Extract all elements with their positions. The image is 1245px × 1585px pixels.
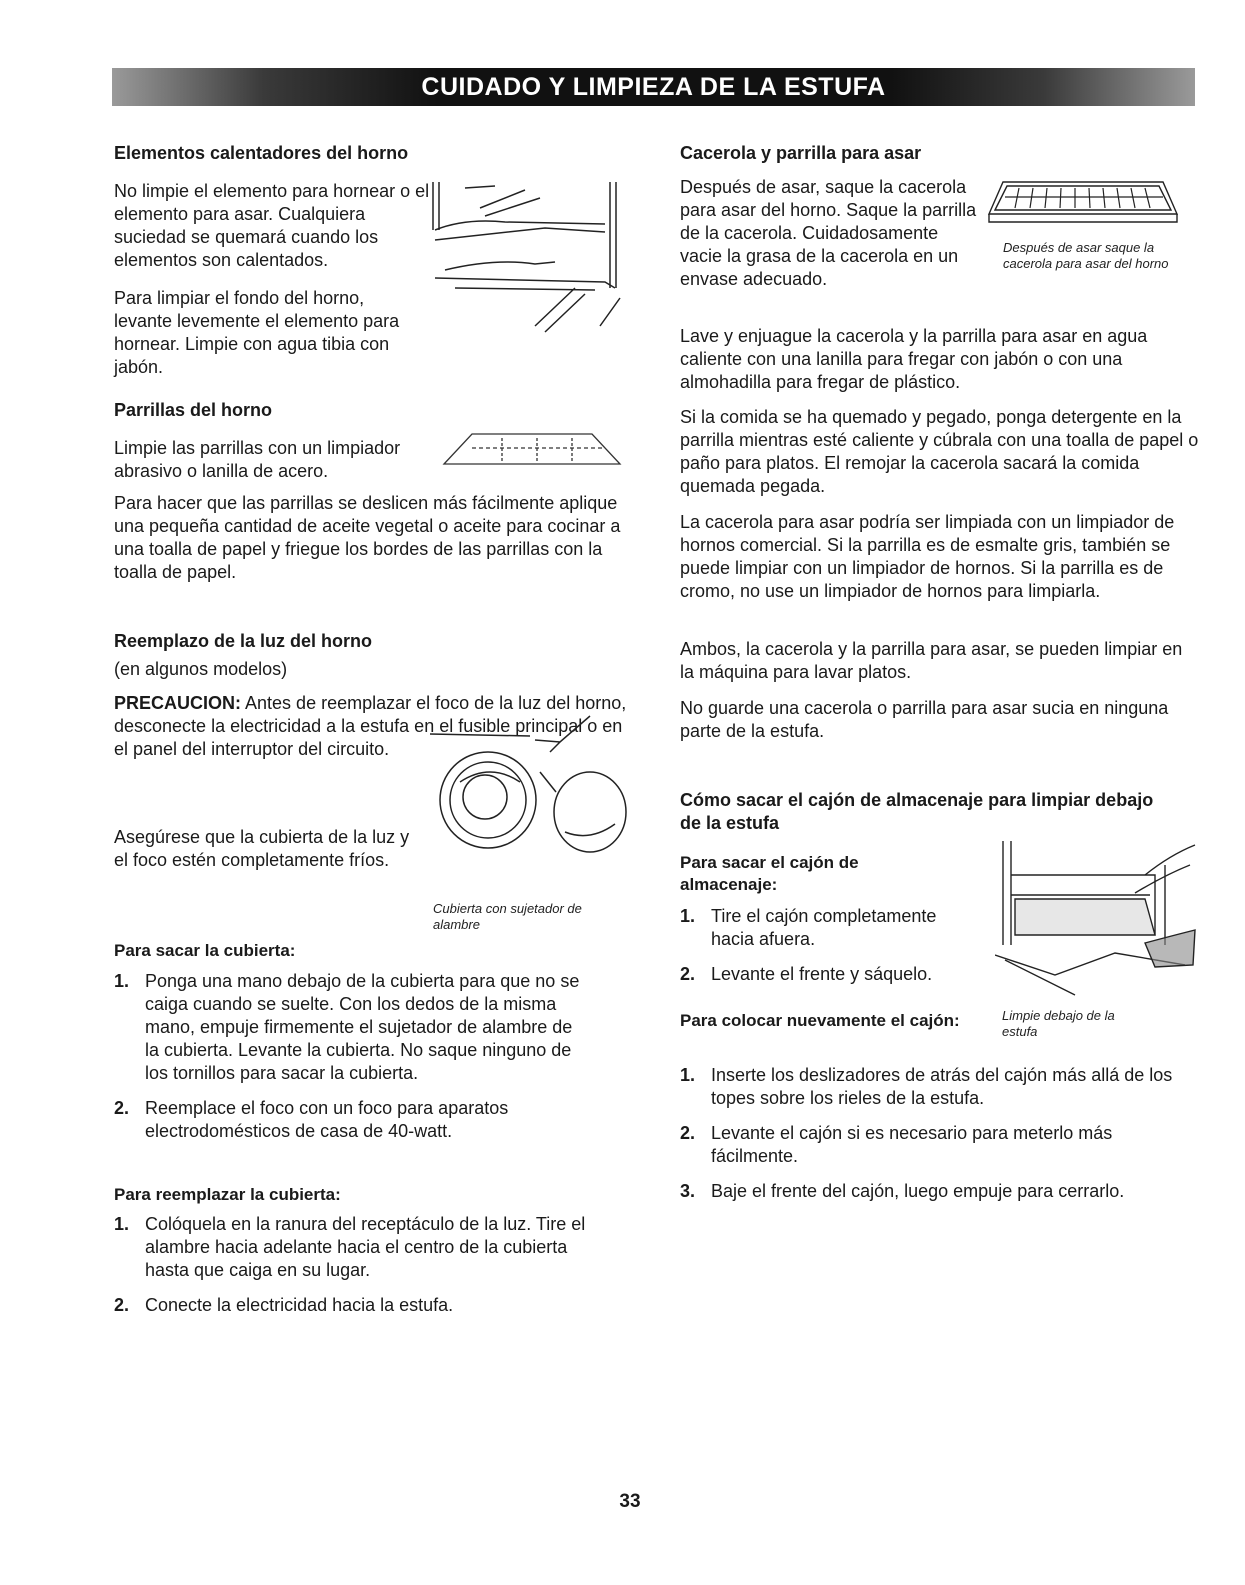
oven-racks-paragraph-2: Para hacer que las parrillas se deslicen más fácilmente aplique una pequeña cantidad de aceite vegetal o aceite para cocinar a una toalla de papel y friegue los bordes de las parrillas con la toalla de papel. [114,493,621,582]
step-text: Reemplace el foco con un foco para aparatos electrodomésticos de casa de 40-watt. [145,1098,509,1141]
step-text: Colóquela en la ranura del receptáculo de la luz. Tire el alambre hacia adelante hacia el centro de la cubierta hasta que caiga en su lugar. [145,1214,586,1280]
list-item [114,1294,594,1317]
broiler-pan-paragraph-4: La cacerola para asar podría ser limpiada con un limpiador de hornos comercial. Si la parrilla es de esmalte gris, también se puede limpiar con un limpiador de hornos. Si la parrilla es de cromo, no use un limpiador de hornos para limpiarla. [680,512,1175,601]
oven-racks-paragraph-1: Limpie las parrillas con un limpiador abrasivo o lanilla de acero. [114,438,401,481]
step-text: Levante el cajón si es necesario para meterlo más fácilmente. [711,1123,1113,1166]
broiler-pan-caption: Después de asar saque la cacerola para asar del horno [1003,240,1169,271]
heating-elements-heading: Elementos calentadores del horno [114,143,409,163]
step-number: 2. [680,964,696,984]
step-number: 3. [680,1181,696,1201]
replace-cover-steps [114,1213,594,1317]
list-item [680,963,970,986]
broiler-pan-paragraph-2: Lave y enjuague la cacerola y la parrilla para asar en agua caliente con una lanilla para fregar con jabón o con una almohadilla para fregar de plástico. [680,326,1148,392]
broiler-pan-illustration [985,176,1180,236]
step-text: Ponga una mano debajo de la cubierta para que no se caiga cuando se suelte. Con los dedos de la misma mano, empuje firmemente el sujetador de alambre de la cubierta. Levante la cubierta. No saque ninguno de los tornillos para sacar la cubierta. [145,971,580,1083]
remove-drawer-steps [680,905,970,986]
broiler-pan-paragraph-1: Después de asar, saque la cacerola para asar del horno. Saque la parrilla de la cacerola. Cuidadosamente vacie la grasa de la cacerola en un envase adecuado. [680,177,977,289]
step-number: 1. [114,1214,130,1234]
oven-light-heading: Reemplazo de la luz del horno [114,631,373,651]
list-item [680,1064,1200,1110]
list-item [114,970,584,1085]
step-text: Inserte los deslizadores de atrás del cajón más allá de los topes sobre los rieles de la estufa. [711,1065,1173,1108]
heating-elements-paragraph-2: Para limpiar el fondo del horno, levante levemente el elemento para hornear. Limpie con agua tibia con jabón. [114,288,400,377]
light-cover-caption: Cubierta con sujetador de alambre [433,901,582,932]
broiler-pan-paragraph-5: Ambos, la cacerola y la parrilla para asar, se pueden limpiar en la máquina para lavar platos. [680,639,1183,682]
list-item [114,1097,584,1143]
step-number: 1. [680,906,696,926]
oven-light-subheading: (en algunos modelos) [114,659,288,679]
page-header-title: CUIDADO Y LIMPIEZA DE LA ESTUFA [421,72,886,101]
oven-rack-illustration [442,428,622,468]
step-text: Conecte la electricidad hacia la estufa. [145,1295,454,1315]
caution-label: PRECAUCION: [114,693,242,713]
light-cover-illustration [430,712,630,862]
oven-element-illustration [425,178,625,338]
under-range-illustration [995,835,1200,1000]
broiler-pan-paragraph-3: Si la comida se ha quemado y pegado, ponga detergente en la parrilla mientras esté caliente y cúbrala con una toalla de papel o paño para platos. El remojar la cacerola sacará la comida quemada pegada. [680,407,1199,496]
replace-cover-heading: Para reemplazar la cubierta: [114,1185,341,1204]
broiler-pan-heading: Cacerola y parrilla para asar [680,143,922,163]
step-number: 2. [680,1123,696,1143]
step-text: Levante el frente y sáquelo. [711,964,933,984]
replace-drawer-steps [680,1064,1200,1203]
caution-text: Antes de reemplazar el foco de la luz del horno, desconecte la electricidad a la estufa en el fusible principal o en el panel del interruptor del circuito. [114,693,627,759]
heating-elements-paragraph-1: No limpie el elemento para hornear o el elemento para asar. Cualquiera suciedad se quemará cuando los elementos son calentados. [114,181,430,270]
step-number: 1. [114,971,130,991]
under-range-caption: Limpie debajo de la estufa [1002,1008,1115,1039]
page-header-banner [112,68,1195,106]
step-number: 2. [114,1295,130,1315]
step-number: 1. [680,1065,696,1085]
list-item [114,1213,594,1282]
step-text: Baje el frente del cajón, luego empuje para cerrarlo. [711,1181,1125,1201]
remove-drawer-heading: Para sacar el cajón de almacenaje: [680,853,859,894]
replace-drawer-heading: Para colocar nuevamente el cajón: [680,1011,960,1030]
oven-light-paragraph-2: Asegúrese que la cubierta de la luz y el foco estén completamente fríos. [114,827,410,870]
remove-cover-steps [114,970,584,1143]
step-number: 2. [114,1098,130,1118]
list-item [680,1180,1200,1203]
step-text: Tire el cajón completamente hacia afuera. [711,906,937,949]
list-item [680,905,970,951]
storage-drawer-heading: Cómo sacar el cajón de almacenaje para limpiar debajo de la estufa [680,790,1154,833]
list-item [680,1122,1200,1168]
page-number: 33 [619,1491,641,1512]
oven-racks-heading: Parrillas del horno [114,400,273,420]
broiler-pan-paragraph-6: No guarde una cacerola o parrilla para asar sucia en ninguna parte de la estufa. [680,698,1169,741]
remove-cover-heading: Para sacar la cubierta: [114,941,296,960]
